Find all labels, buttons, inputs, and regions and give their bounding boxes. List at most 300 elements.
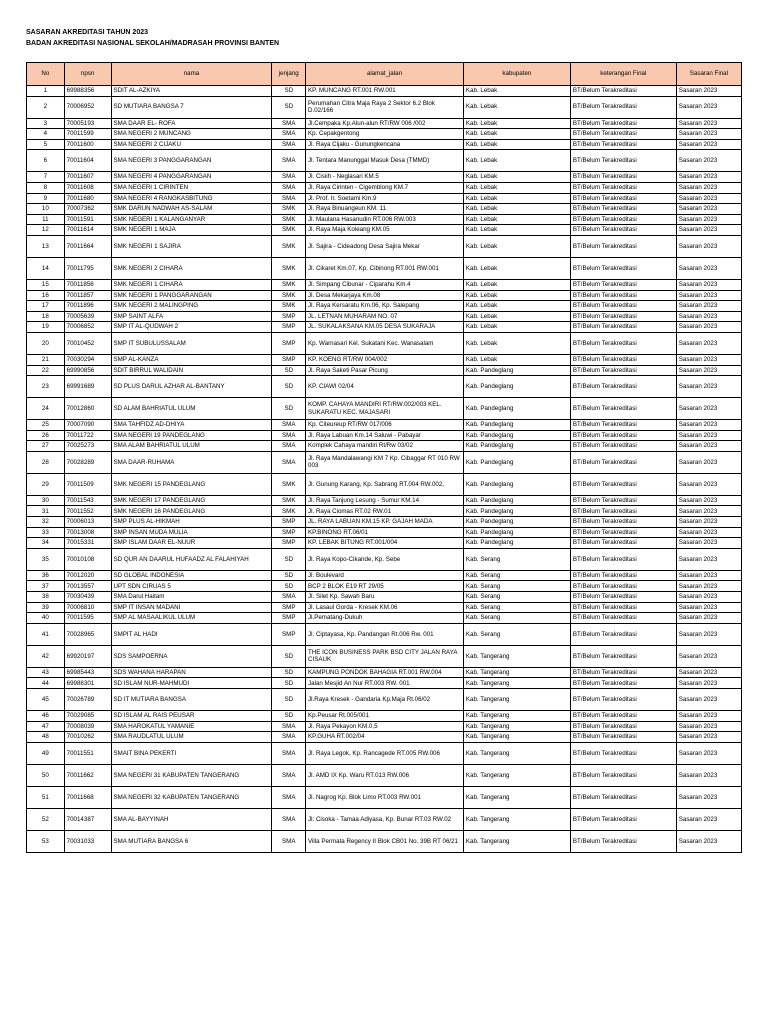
table-row bbox=[27, 301, 742, 312]
table-row bbox=[27, 570, 742, 581]
regency-cell: Kab. Lebak bbox=[463, 204, 570, 215]
address-cell: Kp.Peusar Rt.005/001 bbox=[306, 711, 464, 722]
regency-cell: Kab. Lebak bbox=[463, 118, 570, 129]
regency-cell: Kab. Tangerang bbox=[463, 667, 570, 678]
row-number: 46 bbox=[27, 711, 65, 722]
level-cell: SD bbox=[272, 678, 306, 689]
level-cell: SMK bbox=[272, 301, 306, 312]
regency-cell: Kab. Serang bbox=[463, 570, 570, 581]
regency-cell: Kab. Pandeglang bbox=[463, 365, 570, 376]
regency-cell: Kab. Lebak bbox=[463, 182, 570, 193]
school-name-cell: SMK NEGERI 1 MAJA bbox=[111, 225, 272, 236]
level-cell: SMP bbox=[272, 311, 306, 322]
address-cell: Jl. Lasaul Gorda - Kresek KM.06 bbox=[306, 602, 464, 613]
npsn-cell: 70006810 bbox=[64, 602, 111, 613]
status-cell: BT/Belum Terakreditasi bbox=[570, 118, 676, 129]
target-cell: Sasaran 2023 bbox=[676, 689, 741, 711]
school-name-cell: SMA NEGERI 31 KABUPATEN TANGERANG bbox=[111, 764, 272, 786]
address-cell: Jl. Maulana Hasanudin RT.006 RW.003 bbox=[306, 214, 464, 225]
address-cell: Jl. Cisiih - Neglasari KM.5 bbox=[306, 172, 464, 183]
level-cell: SMA bbox=[272, 721, 306, 732]
regency-cell: Kab. Lebak bbox=[463, 311, 570, 322]
npsn-cell: 69985443 bbox=[64, 667, 111, 678]
level-cell: SD bbox=[272, 689, 306, 711]
regency-cell: Kab. Lebak bbox=[463, 354, 570, 365]
npsn-cell: 70011614 bbox=[64, 225, 111, 236]
table-row bbox=[27, 538, 742, 549]
target-cell: Sasaran 2023 bbox=[676, 667, 741, 678]
address-cell: Jl. Raya Binuangeun KM. 11 bbox=[306, 204, 464, 215]
address-cell: KP. KOENG RT/RW 004/002 bbox=[306, 354, 464, 365]
npsn-cell: 70011591 bbox=[64, 214, 111, 225]
school-name-cell: SD ISLAM NUR-MAHMUDI bbox=[111, 678, 272, 689]
table-row bbox=[27, 376, 742, 398]
table-row bbox=[27, 430, 742, 441]
table-row bbox=[27, 613, 742, 624]
school-name-cell: SDS WAHANA HARAPAN bbox=[111, 667, 272, 678]
row-number: 22 bbox=[27, 365, 65, 376]
npsn-cell: 70005193 bbox=[64, 118, 111, 129]
target-cell: Sasaran 2023 bbox=[676, 764, 741, 786]
row-number: 8 bbox=[27, 182, 65, 193]
accreditation-table bbox=[26, 62, 742, 853]
table-row bbox=[27, 279, 742, 290]
level-cell: SMA bbox=[272, 139, 306, 150]
regency-cell: Kab. Pandeglang bbox=[463, 398, 570, 420]
address-cell: Jl. Nagrog Kp. Blok Limo RT.003 RW.001 bbox=[306, 786, 464, 808]
school-name-cell: SMP INSAN MUDA MULIA bbox=[111, 527, 272, 538]
status-cell: BT/Belum Terakreditasi bbox=[570, 365, 676, 376]
school-name-cell: SMK NEGERI 1 SAJIRA bbox=[111, 235, 272, 257]
table-row bbox=[27, 808, 742, 830]
target-cell: Sasaran 2023 bbox=[676, 322, 741, 333]
row-number: 51 bbox=[27, 786, 65, 808]
row-number: 21 bbox=[27, 354, 65, 365]
regency-cell: Kab. Lebak bbox=[463, 332, 570, 354]
table-row bbox=[27, 225, 742, 236]
level-cell: SMK bbox=[272, 473, 306, 495]
table-row bbox=[27, 548, 742, 570]
address-cell: KP.BINONG RT.06/01 bbox=[306, 527, 464, 538]
row-number: 53 bbox=[27, 830, 65, 852]
level-cell: SMP bbox=[272, 517, 306, 528]
status-cell: BT/Belum Terakreditasi bbox=[570, 225, 676, 236]
row-number: 40 bbox=[27, 613, 65, 624]
level-cell: SMA bbox=[272, 193, 306, 204]
target-cell: Sasaran 2023 bbox=[676, 279, 741, 290]
status-cell: BT/Belum Terakreditasi bbox=[570, 451, 676, 473]
target-cell: Sasaran 2023 bbox=[676, 430, 741, 441]
row-number: 38 bbox=[27, 592, 65, 603]
document-subtitle: BADAN AKREDITASI NASIONAL SEKOLAH/MADRASAH PROVINSI BANTEN bbox=[26, 40, 280, 47]
regency-cell: Kab. Pandeglang bbox=[463, 527, 570, 538]
level-cell: SMA bbox=[272, 129, 306, 140]
status-cell: BT/Belum Terakreditasi bbox=[570, 678, 676, 689]
target-cell: Sasaran 2023 bbox=[676, 365, 741, 376]
row-number: 41 bbox=[27, 623, 65, 645]
school-name-cell: SMP PLUS AL-HIKMAH bbox=[111, 517, 272, 528]
school-name-cell: SMA DAAR EL- ROFA bbox=[111, 118, 272, 129]
table-row bbox=[27, 139, 742, 150]
status-cell: BT/Belum Terakreditasi bbox=[570, 742, 676, 764]
level-cell: SMK bbox=[272, 204, 306, 215]
npsn-cell: 70007090 bbox=[64, 420, 111, 431]
status-cell: BT/Belum Terakreditasi bbox=[570, 506, 676, 517]
target-cell: Sasaran 2023 bbox=[676, 602, 741, 613]
status-cell: BT/Belum Terakreditasi bbox=[570, 473, 676, 495]
npsn-cell: 70011595 bbox=[64, 613, 111, 624]
table-row bbox=[27, 441, 742, 452]
target-cell: Sasaran 2023 bbox=[676, 570, 741, 581]
npsn-cell: 70011668 bbox=[64, 786, 111, 808]
level-cell: SMA bbox=[272, 592, 306, 603]
status-cell: BT/Belum Terakreditasi bbox=[570, 322, 676, 333]
column-header: jenjang bbox=[272, 63, 306, 86]
npsn-cell: 70012020 bbox=[64, 570, 111, 581]
column-header: nama bbox=[111, 63, 272, 86]
regency-cell: Kab. Pandeglang bbox=[463, 538, 570, 549]
school-name-cell: SMP ISLAM DAAR EL-NUUR bbox=[111, 538, 272, 549]
npsn-cell: 70011857 bbox=[64, 290, 111, 301]
status-cell: BT/Belum Terakreditasi bbox=[570, 570, 676, 581]
row-number: 31 bbox=[27, 506, 65, 517]
row-number: 6 bbox=[27, 150, 65, 172]
table-row bbox=[27, 678, 742, 689]
address-cell: Jl. Raya Labuan Km.14 Saluwi - Pabayar bbox=[306, 430, 464, 441]
row-number: 35 bbox=[27, 548, 65, 570]
target-cell: Sasaran 2023 bbox=[676, 376, 741, 398]
table-row bbox=[27, 517, 742, 528]
regency-cell: Kab. Lebak bbox=[463, 86, 570, 97]
address-cell: Jl. Desa Mekarjaya Km.08 bbox=[306, 290, 464, 301]
address-cell: Jl. Raya Pekayon KM.0,5 bbox=[306, 721, 464, 732]
target-cell: Sasaran 2023 bbox=[676, 548, 741, 570]
table-row bbox=[27, 354, 742, 365]
school-name-cell: SMP IT SUBULUSSALAM bbox=[111, 332, 272, 354]
status-cell: BT/Belum Terakreditasi bbox=[570, 732, 676, 743]
npsn-cell: 70008039 bbox=[64, 721, 111, 732]
npsn-cell: 70028965 bbox=[64, 623, 111, 645]
address-cell: KP. MUNCANG RT.001 RW.001 bbox=[306, 86, 464, 97]
row-number: 11 bbox=[27, 214, 65, 225]
npsn-cell: 69990856 bbox=[64, 365, 111, 376]
target-cell: Sasaran 2023 bbox=[676, 139, 741, 150]
level-cell: SMK bbox=[272, 225, 306, 236]
address-cell: KP. LEBAK BITUNG RT.001/004 bbox=[306, 538, 464, 549]
target-cell: Sasaran 2023 bbox=[676, 420, 741, 431]
target-cell: Sasaran 2023 bbox=[676, 311, 741, 322]
status-cell: BT/Belum Terakreditasi bbox=[570, 257, 676, 279]
row-number: 42 bbox=[27, 645, 65, 667]
column-header: npsn bbox=[64, 63, 111, 86]
table-body bbox=[27, 86, 742, 853]
npsn-cell: 70026789 bbox=[64, 689, 111, 711]
school-name-cell: SMPIT AL HADI bbox=[111, 623, 272, 645]
table-row bbox=[27, 506, 742, 517]
row-number: 45 bbox=[27, 689, 65, 711]
target-cell: Sasaran 2023 bbox=[676, 257, 741, 279]
npsn-cell: 70029085 bbox=[64, 711, 111, 722]
row-number: 34 bbox=[27, 538, 65, 549]
column-header: alamat_jalan bbox=[306, 63, 464, 86]
row-number: 27 bbox=[27, 441, 65, 452]
regency-cell: Kab. Serang bbox=[463, 592, 570, 603]
level-cell: SMK bbox=[272, 495, 306, 506]
target-cell: Sasaran 2023 bbox=[676, 527, 741, 538]
level-cell: SD bbox=[272, 96, 306, 118]
npsn-cell: 70007362 bbox=[64, 204, 111, 215]
level-cell: SMP bbox=[272, 613, 306, 624]
regency-cell: Kab. Lebak bbox=[463, 139, 570, 150]
table-row bbox=[27, 193, 742, 204]
level-cell: SMK bbox=[272, 506, 306, 517]
address-cell: KP. CIAWI 02/04 bbox=[306, 376, 464, 398]
level-cell: SMA bbox=[272, 786, 306, 808]
level-cell: SMK bbox=[272, 214, 306, 225]
table-row bbox=[27, 172, 742, 183]
row-number: 47 bbox=[27, 721, 65, 732]
regency-cell: Kab. Pandeglang bbox=[463, 506, 570, 517]
table-row bbox=[27, 721, 742, 732]
table-row bbox=[27, 742, 742, 764]
table-row bbox=[27, 214, 742, 225]
npsn-cell: 70012860 bbox=[64, 398, 111, 420]
address-cell: Jl. Raya Mandalawangi KM 7 Kp. Cibaggar RT 010 RW 003 bbox=[306, 451, 464, 473]
address-cell: BCP 2 BLOK E19 RT 29/05 bbox=[306, 581, 464, 592]
target-cell: Sasaran 2023 bbox=[676, 786, 741, 808]
address-cell: Jalan Mesjid An Nur RT.003 RW. 001 bbox=[306, 678, 464, 689]
address-cell: Jl. Raya Kopo-Cikande, Kp. Sebe bbox=[306, 548, 464, 570]
regency-cell: Kab. Pandeglang bbox=[463, 420, 570, 431]
table-row bbox=[27, 623, 742, 645]
address-cell: Jl. Tentara Manunggal Masuk Desa (TMMD) bbox=[306, 150, 464, 172]
table-row bbox=[27, 257, 742, 279]
table-row bbox=[27, 150, 742, 172]
row-number: 24 bbox=[27, 398, 65, 420]
level-cell: SD bbox=[272, 86, 306, 97]
npsn-cell: 69988301 bbox=[64, 678, 111, 689]
address-cell: Jl.Pematang-Dukuh bbox=[306, 613, 464, 624]
status-cell: BT/Belum Terakreditasi bbox=[570, 786, 676, 808]
npsn-cell: 70011599 bbox=[64, 129, 111, 140]
status-cell: BT/Belum Terakreditasi bbox=[570, 301, 676, 312]
address-cell: Jl. AMD IX Kp. Waru RT.013 RW.006 bbox=[306, 764, 464, 786]
row-number: 5 bbox=[27, 139, 65, 150]
school-name-cell: SD ISLAM AL RAIS PEUSAR bbox=[111, 711, 272, 722]
school-name-cell: SDIT AL-AZKIYA bbox=[111, 86, 272, 97]
level-cell: SMA bbox=[272, 764, 306, 786]
level-cell: SD bbox=[272, 570, 306, 581]
table-row bbox=[27, 527, 742, 538]
status-cell: BT/Belum Terakreditasi bbox=[570, 290, 676, 301]
table-row bbox=[27, 235, 742, 257]
target-cell: Sasaran 2023 bbox=[676, 182, 741, 193]
target-cell: Sasaran 2023 bbox=[676, 721, 741, 732]
regency-cell: Kab. Lebak bbox=[463, 279, 570, 290]
school-name-cell: SMP SAINT ALFA bbox=[111, 311, 272, 322]
table-row bbox=[27, 420, 742, 431]
npsn-cell: 70006013 bbox=[64, 517, 111, 528]
status-cell: BT/Belum Terakreditasi bbox=[570, 495, 676, 506]
school-name-cell: SDIT BIRRUL WALIDAIN bbox=[111, 365, 272, 376]
address-cell: KOMP. CAHAYA MANDIRI RT/RW.002/003 KEL. SUKARATU KEC. MAJASARI bbox=[306, 398, 464, 420]
npsn-cell: 70011543 bbox=[64, 495, 111, 506]
regency-cell: Kab. Pandeglang bbox=[463, 376, 570, 398]
address-cell: Villa Permata Regency II Blok CB01 No. 39B RT 06/21 bbox=[306, 830, 464, 852]
level-cell: SD bbox=[272, 581, 306, 592]
table-row bbox=[27, 322, 742, 333]
address-cell: JL. SUKALAKSANA KM.05 DESA SUKARAJA bbox=[306, 322, 464, 333]
address-cell: Jl. Raya Cirinten - Cigemblong KM.7 bbox=[306, 182, 464, 193]
target-cell: Sasaran 2023 bbox=[676, 623, 741, 645]
target-cell: Sasaran 2023 bbox=[676, 592, 741, 603]
npsn-cell: 70011664 bbox=[64, 235, 111, 257]
regency-cell: Kab. Tangerang bbox=[463, 764, 570, 786]
address-cell: Perumahan Citra Maja Raya 2 Sektor 6.2 Blok D.02/166 bbox=[306, 96, 464, 118]
status-cell: BT/Belum Terakreditasi bbox=[570, 613, 676, 624]
school-name-cell: SMK NEGERI 16 PANDEGLANG bbox=[111, 506, 272, 517]
npsn-cell: 70025273 bbox=[64, 441, 111, 452]
target-cell: Sasaran 2023 bbox=[676, 441, 741, 452]
regency-cell: Kab. Lebak bbox=[463, 322, 570, 333]
status-cell: BT/Belum Terakreditasi bbox=[570, 623, 676, 645]
row-number: 26 bbox=[27, 430, 65, 441]
address-cell: JL. RAYA LABUAN KM.15 KP. GAJAH MADA bbox=[306, 517, 464, 528]
address-cell: JL. LETNAN MUHARAM NO. 07 bbox=[306, 311, 464, 322]
status-cell: BT/Belum Terakreditasi bbox=[570, 721, 676, 732]
school-name-cell: SMA RAUDLATUL ULUM bbox=[111, 732, 272, 743]
row-number: 23 bbox=[27, 376, 65, 398]
status-cell: BT/Belum Terakreditasi bbox=[570, 581, 676, 592]
npsn-cell: 70011662 bbox=[64, 764, 111, 786]
regency-cell: Kab. Serang bbox=[463, 623, 570, 645]
address-cell: Kp. Cepakgentong bbox=[306, 129, 464, 140]
address-cell: KAMPUNG PONDOK BAHAGIA RT.001 RW.004 bbox=[306, 667, 464, 678]
table-row bbox=[27, 451, 742, 473]
status-cell: BT/Belum Terakreditasi bbox=[570, 86, 676, 97]
table-row bbox=[27, 711, 742, 722]
address-cell: Jl. Cikaret Km.07, Kp. Cibinong RT.001 RW.001 bbox=[306, 257, 464, 279]
npsn-cell: 70010452 bbox=[64, 332, 111, 354]
row-number: 2 bbox=[27, 96, 65, 118]
row-number: 25 bbox=[27, 420, 65, 431]
regency-cell: Kab. Lebak bbox=[463, 96, 570, 118]
regency-cell: Kab. Pandeglang bbox=[463, 495, 570, 506]
status-cell: BT/Belum Terakreditasi bbox=[570, 235, 676, 257]
table-row bbox=[27, 495, 742, 506]
level-cell: SMP bbox=[272, 538, 306, 549]
npsn-cell: 69920197 bbox=[64, 645, 111, 667]
status-cell: BT/Belum Terakreditasi bbox=[570, 764, 676, 786]
address-cell: Jl. Gunung Karang, Kp. Sabrang RT.004 RW.002, bbox=[306, 473, 464, 495]
address-cell: Kp. Warnasari Kel. Sukatani Kec. Wanasalam bbox=[306, 332, 464, 354]
school-name-cell: SD QUR AN DAARUL HUFAADZ AL FALAHIYAH bbox=[111, 548, 272, 570]
address-cell: KP.GUHA RT.002/04 bbox=[306, 732, 464, 743]
status-cell: BT/Belum Terakreditasi bbox=[570, 517, 676, 528]
level-cell: SMP bbox=[272, 332, 306, 354]
level-cell: SMA bbox=[272, 742, 306, 764]
regency-cell: Kab. Lebak bbox=[463, 257, 570, 279]
regency-cell: Kab. Serang bbox=[463, 613, 570, 624]
regency-cell: Kab. Tangerang bbox=[463, 645, 570, 667]
level-cell: SMA bbox=[272, 808, 306, 830]
regency-cell: Kab. Tangerang bbox=[463, 721, 570, 732]
school-name-cell: SMP AL-KANZA bbox=[111, 354, 272, 365]
row-number: 1 bbox=[27, 86, 65, 97]
school-name-cell: SMA NEGERI 32 KABUPATEN TANGERANG bbox=[111, 786, 272, 808]
school-name-cell: SMA HAROKATUL YAMANIE bbox=[111, 721, 272, 732]
npsn-cell: 70011608 bbox=[64, 182, 111, 193]
status-cell: BT/Belum Terakreditasi bbox=[570, 398, 676, 420]
level-cell: SMA bbox=[272, 118, 306, 129]
school-name-cell: SMK NEGERI 2 MALINGPING bbox=[111, 301, 272, 312]
column-header: No bbox=[27, 63, 65, 86]
address-cell: Jl. Prof. Ir. Soetami Km.9 bbox=[306, 193, 464, 204]
target-cell: Sasaran 2023 bbox=[676, 118, 741, 129]
regency-cell: Kab. Tangerang bbox=[463, 678, 570, 689]
address-cell: Jl. Raya Kersaratu Km.06, Kp. Salepang bbox=[306, 301, 464, 312]
school-name-cell: SMA TAHFIDZ AD-DHIYA bbox=[111, 420, 272, 431]
school-name-cell: SMA Darul Haitam bbox=[111, 592, 272, 603]
regency-cell: Kab. Serang bbox=[463, 548, 570, 570]
npsn-cell: 70028289 bbox=[64, 451, 111, 473]
npsn-cell: 69991689 bbox=[64, 376, 111, 398]
regency-cell: Kab. Tangerang bbox=[463, 732, 570, 743]
address-cell: Jl. Raya Tanjung Lesung - Sumur KM.14 bbox=[306, 495, 464, 506]
school-name-cell: SMK NEGERI 1 KALANGANYAR bbox=[111, 214, 272, 225]
regency-cell: Kab. Pandeglang bbox=[463, 451, 570, 473]
school-name-cell: SD PLUS DARUL AZHAR AL-BANTANY bbox=[111, 376, 272, 398]
row-number: 49 bbox=[27, 742, 65, 764]
school-name-cell: SMA DAAR-RUHAMA bbox=[111, 451, 272, 473]
npsn-cell: 70006852 bbox=[64, 322, 111, 333]
row-number: 13 bbox=[27, 235, 65, 257]
level-cell: SMP bbox=[272, 623, 306, 645]
npsn-cell: 70011896 bbox=[64, 301, 111, 312]
column-header: kabupaten bbox=[463, 63, 570, 86]
table-row bbox=[27, 182, 742, 193]
regency-cell: Kab. Tangerang bbox=[463, 711, 570, 722]
table-row bbox=[27, 365, 742, 376]
target-cell: Sasaran 2023 bbox=[676, 129, 741, 140]
level-cell: SMK bbox=[272, 257, 306, 279]
target-cell: Sasaran 2023 bbox=[676, 214, 741, 225]
table-row bbox=[27, 689, 742, 711]
row-number: 50 bbox=[27, 764, 65, 786]
status-cell: BT/Belum Terakreditasi bbox=[570, 182, 676, 193]
row-number: 20 bbox=[27, 332, 65, 354]
level-cell: SMA bbox=[272, 451, 306, 473]
status-cell: BT/Belum Terakreditasi bbox=[570, 711, 676, 722]
target-cell: Sasaran 2023 bbox=[676, 150, 741, 172]
regency-cell: Kab. Lebak bbox=[463, 129, 570, 140]
npsn-cell: 70030439 bbox=[64, 592, 111, 603]
school-name-cell: SMAIT BINA PEKERTI bbox=[111, 742, 272, 764]
school-name-cell: SD MUTIARA BANGSA 7 bbox=[111, 96, 272, 118]
row-number: 39 bbox=[27, 602, 65, 613]
target-cell: Sasaran 2023 bbox=[676, 290, 741, 301]
row-number: 43 bbox=[27, 667, 65, 678]
target-cell: Sasaran 2023 bbox=[676, 451, 741, 473]
status-cell: BT/Belum Terakreditasi bbox=[570, 441, 676, 452]
row-number: 30 bbox=[27, 495, 65, 506]
table-row bbox=[27, 96, 742, 118]
npsn-cell: 70011795 bbox=[64, 257, 111, 279]
row-number: 48 bbox=[27, 732, 65, 743]
status-cell: BT/Belum Terakreditasi bbox=[570, 592, 676, 603]
target-cell: Sasaran 2023 bbox=[676, 473, 741, 495]
address-cell: Jl. Raya Cijaku - Gunungkencana bbox=[306, 139, 464, 150]
